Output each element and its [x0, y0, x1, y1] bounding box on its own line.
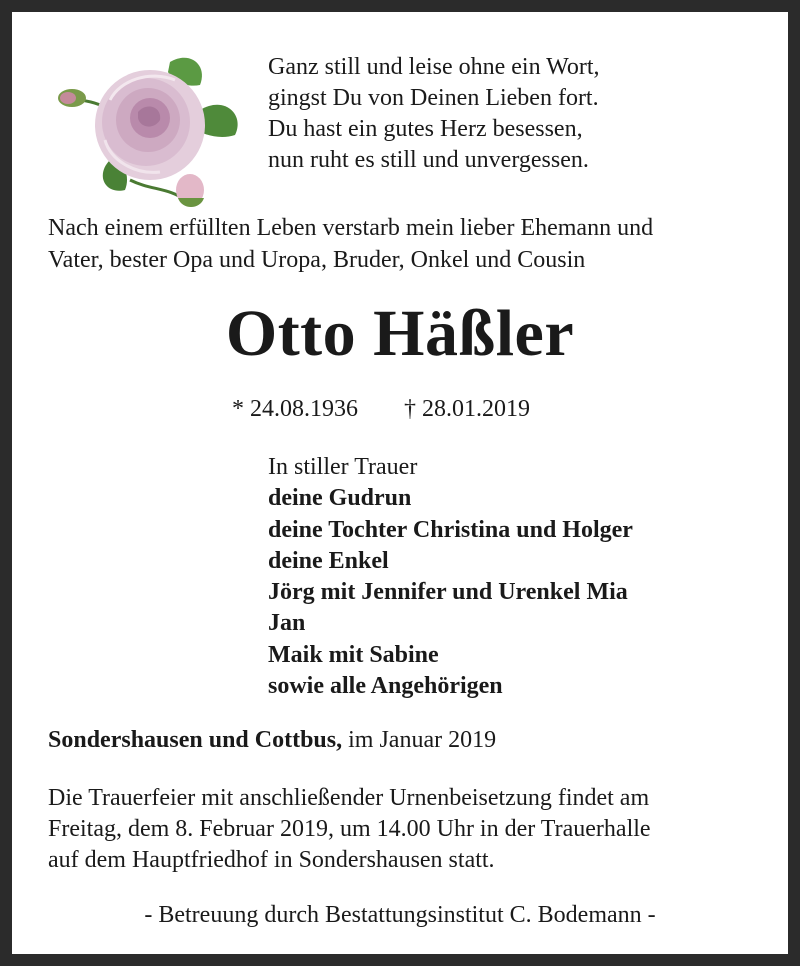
place-date [48, 724, 496, 756]
mourner-line: Maik mit Sabine [268, 641, 439, 668]
service-line: auf dem Hauptfriedhof in Sondershausen statt. [48, 847, 495, 873]
poem-line: Ganz still und leise ohne ein Wort, [268, 54, 600, 80]
life-dates [232, 394, 530, 424]
mourner-line: deine Tochter Christina und Holger [268, 516, 633, 543]
funeral-service-info [48, 783, 651, 876]
service-line: Die Trauerfeier mit anschließender Urnenbeisetzung findet am [48, 785, 650, 811]
service-line: Freitag, dem 8. Februar 2019, um 14.00 Uhr in der Trauerhalle [48, 816, 651, 842]
intro-text [48, 212, 768, 276]
mourners-heading: In stiller Trauer [268, 454, 418, 480]
intro-line: Nach einem erfüllten Leben verstarb mein lieber Ehemann und [48, 215, 654, 241]
undertaker-credit: - Betreuung durch Bestattungsinstitut C. Bodemann - [144, 902, 656, 928]
mourners-list [268, 452, 633, 702]
mourner-line: Jan [268, 610, 306, 637]
poem-line: gingst Du von Deinen Lieben fort. [268, 85, 599, 111]
mourner-line: sowie alle Angehörigen [268, 673, 503, 700]
place-location: Sondershausen und Cottbus, [48, 727, 343, 753]
birth-date: * 24.08.1936 [232, 396, 358, 422]
rose-illustration [50, 40, 240, 220]
deceased-name: Otto Häßler [225, 297, 575, 370]
death-date: † 28.01.2019 [404, 396, 530, 422]
mourner-line: Jörg mit Jennifer und Urenkel Mia [268, 579, 628, 606]
mourner-line: deine Gudrun [268, 485, 412, 512]
poem-line: Du hast ein gutes Herz besessen, [268, 116, 583, 142]
poem [268, 52, 600, 176]
place-month: im Januar 2019 [348, 727, 497, 753]
poem-line: nun ruht es still und unvergessen. [268, 147, 589, 173]
intro-line: Vater, bester Opa und Uropa, Bruder, Onkel und Cousin [48, 247, 586, 273]
mourner-line: deine Enkel [268, 547, 389, 574]
obituary-notice [12, 12, 788, 954]
